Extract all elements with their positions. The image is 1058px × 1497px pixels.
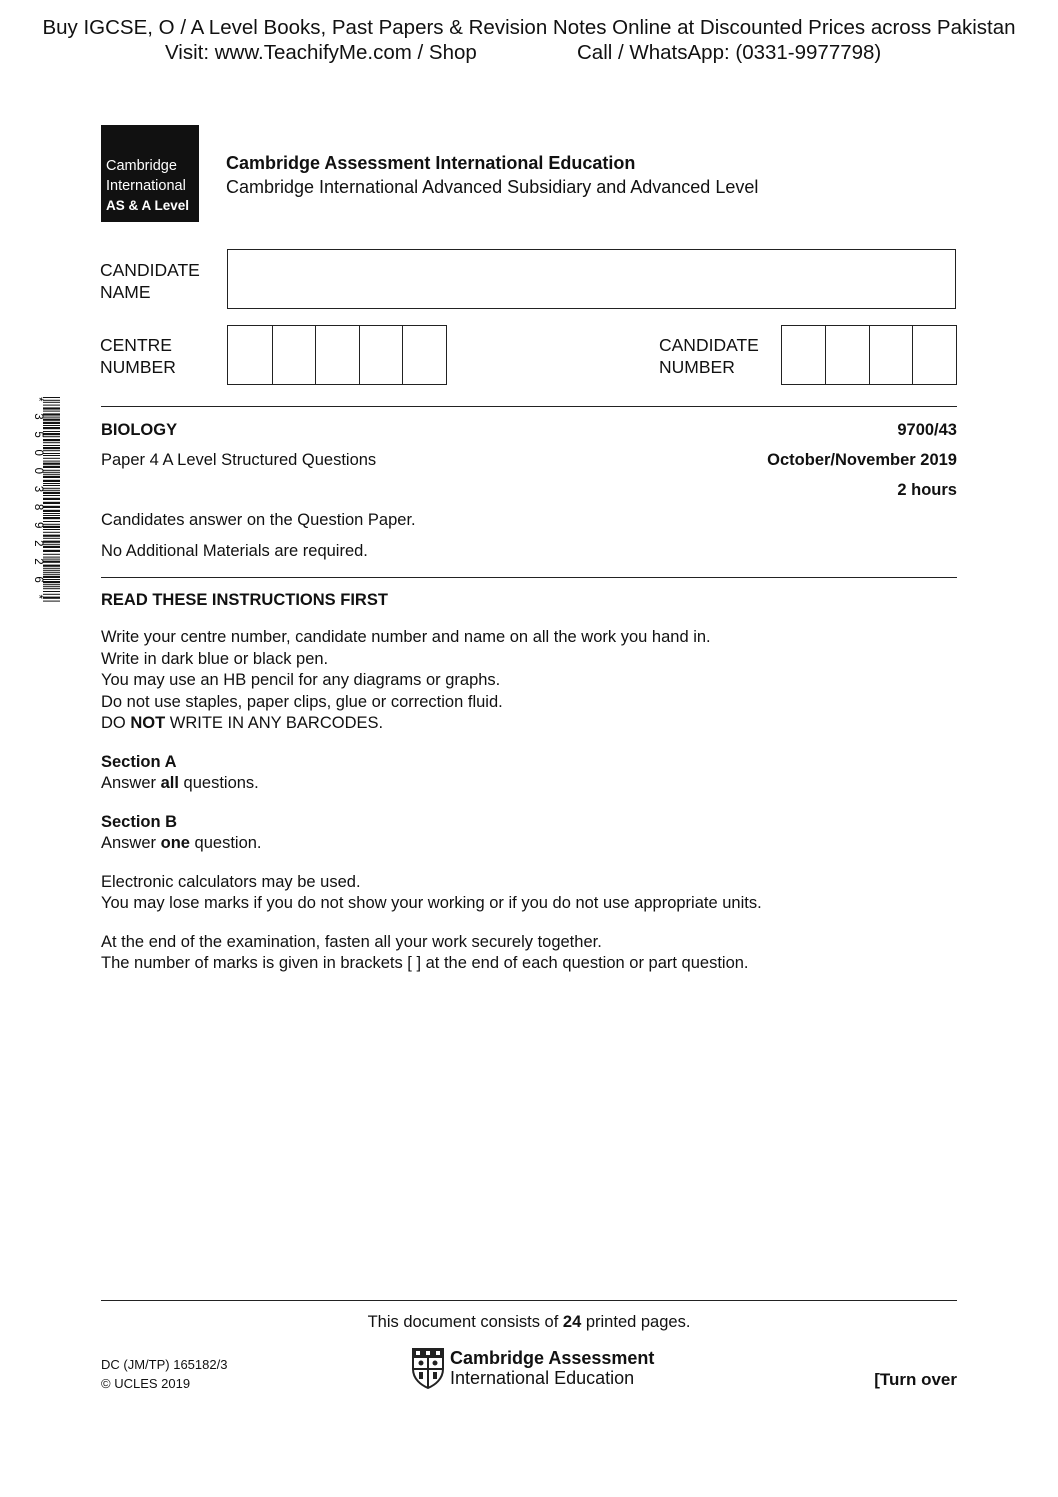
candidate-name-field[interactable] <box>227 249 956 309</box>
barcode-bar <box>43 546 60 548</box>
candidate-name-label: CANDIDATE NAME <box>100 260 200 302</box>
footer-reference <box>101 1355 227 1393</box>
barcode-bar <box>43 559 60 560</box>
logo-line-3: AS & A Level <box>106 198 190 213</box>
section-b-note: Answer one question. <box>101 834 262 852</box>
barcode <box>30 397 60 602</box>
barcode-bar <box>43 535 60 537</box>
barcode-bar <box>43 417 60 418</box>
candidate-number-cell[interactable] <box>782 326 825 384</box>
barcode-bar <box>43 521 60 522</box>
exam-session: October/November 2019 <box>767 451 957 469</box>
barcode-bar <box>43 561 60 563</box>
barcode-bar <box>43 419 60 421</box>
brand-wordmark: Cambridge Assessment International Education <box>450 1348 655 1388</box>
answer-note: Candidates answer on the Question Paper. <box>101 511 416 529</box>
crest-icon <box>411 1347 445 1389</box>
candidate-number-label: CANDIDATE NUMBER <box>659 335 759 377</box>
barcode-bar <box>43 458 60 459</box>
barcode-bar <box>43 565 60 567</box>
barcode-bar <box>43 439 60 441</box>
barcode-bar <box>43 405 60 406</box>
barcode-bar <box>43 515 60 516</box>
divider <box>101 1300 957 1301</box>
units-note: You may lose marks if you do not show your working or if you do not use appropriate units. <box>101 894 762 912</box>
barcode-bar <box>43 407 60 409</box>
barcode-bar <box>43 425 60 426</box>
instructions <box>101 627 961 975</box>
barcode-bar <box>43 498 60 500</box>
subject: BIOLOGY <box>101 421 178 439</box>
barcode-bar <box>43 483 60 484</box>
barcode-bar <box>43 538 60 539</box>
header-org: Cambridge Assessment International Education <box>226 153 636 173</box>
barcode-bar <box>43 485 60 486</box>
paper-title: Paper 4 A Level Structured Questions <box>101 451 377 469</box>
barcode-bar <box>43 422 60 424</box>
barcode-bar <box>43 476 60 478</box>
barcode-bars <box>43 397 60 602</box>
barcode-bar <box>43 557 60 558</box>
barcode-bar <box>43 402 60 403</box>
centre-number-cell[interactable] <box>315 326 359 384</box>
promo-banner-line: Buy IGCSE, O / A Level Books, Past Papers & Revision Notes Online at Discounted Prices across Pakistan <box>42 16 1016 39</box>
section-b-heading: Section B <box>101 812 178 831</box>
barcode-bar <box>43 466 60 468</box>
logo-line-1: Cambridge <box>106 158 177 174</box>
calculator-note: Electronic calculators may be used. <box>101 872 361 891</box>
barcode-bar <box>43 474 60 475</box>
section-a-heading: Section A <box>101 752 177 771</box>
centre-number-field[interactable] <box>227 325 447 385</box>
barcode-bar <box>43 524 60 525</box>
materials-note: No Additional Materials are required. <box>101 542 368 560</box>
barcode-bar <box>43 576 60 578</box>
barcode-bar <box>43 579 60 580</box>
fasten-note: At the end of the examination, fasten all your work securely together. <box>101 932 602 951</box>
document-ref: DC (JM/TP) 165182/3 <box>101 1357 228 1372</box>
barcode-bar <box>43 433 60 435</box>
barcode-bar <box>43 447 60 449</box>
copyright: © UCLES 2019 <box>101 1376 191 1391</box>
barcode-bar <box>43 550 60 552</box>
instruction-line: Write your centre number, candidate number and name on all the work you hand in. <box>101 628 711 646</box>
duration: 2 hours <box>897 481 957 499</box>
barcode-bar <box>43 480 60 482</box>
barcode-bar <box>43 413 60 415</box>
turn-over: [Turn over <box>874 1370 957 1389</box>
instruction-line: You may use an HB pencil for any diagrams or graphs. <box>101 671 501 689</box>
instructions-heading: READ THESE INSTRUCTIONS FIRST <box>101 591 388 609</box>
centre-number-cell[interactable] <box>272 326 316 384</box>
barcode-bar <box>43 445 60 446</box>
barcode-bar <box>43 510 60 512</box>
barcode-bar <box>43 517 60 519</box>
divider <box>101 577 957 578</box>
candidate-number-field[interactable] <box>781 325 957 385</box>
barcode-bar <box>43 532 60 533</box>
logo-line-2: International <box>106 177 186 194</box>
barcode-bar <box>43 572 60 573</box>
page-count-note: This document consists of 24 printed pages. <box>367 1313 691 1331</box>
barcode-bar <box>43 529 60 530</box>
cambridge-logo <box>101 125 199 222</box>
barcode-bar <box>43 453 60 454</box>
barcode-bar <box>43 427 60 429</box>
barcode-bar <box>43 463 60 465</box>
barcode-bar <box>43 400 60 401</box>
barcode-bar <box>43 544 60 545</box>
instruction-line: Write in dark blue or black pen. <box>101 649 329 668</box>
centre-number-cell[interactable] <box>359 326 403 384</box>
barcode-bar <box>43 502 60 504</box>
barcode-bar <box>43 461 60 462</box>
barcode-bar <box>43 568 60 569</box>
barcode-bar <box>43 581 60 583</box>
barcode-bar <box>43 411 60 412</box>
divider <box>101 406 957 407</box>
header-qualification: Cambridge International Advanced Subsidiary and Advanced Level <box>226 177 759 197</box>
centre-number-cell[interactable] <box>402 326 446 384</box>
instruction-line: Do not use staples, paper clips, glue or correction fluid. <box>101 692 503 711</box>
candidate-number-cell[interactable] <box>869 326 913 384</box>
candidate-number-cell[interactable] <box>825 326 869 384</box>
barcode-bar <box>43 554 60 555</box>
barcode-bar <box>43 450 60 451</box>
barcode-bar <box>43 594 60 595</box>
candidate-number-cell[interactable] <box>912 326 956 384</box>
barcode-bar <box>43 588 60 589</box>
barcode-bar <box>43 570 60 571</box>
barcode-bar <box>43 574 60 575</box>
barcode-bar <box>43 442 60 443</box>
barcode-bar <box>43 455 60 456</box>
promo-call: Call / WhatsApp: (0331-9977798) <box>577 41 882 64</box>
barcode-bar <box>43 541 60 543</box>
barcode-bar <box>43 506 60 508</box>
barcode-bar <box>43 601 60 602</box>
barcode-bar <box>43 492 60 494</box>
barcode-bar <box>43 431 60 432</box>
barcode-bar <box>43 472 60 473</box>
marks-note: The number of marks is given in brackets [ ] at the end of each question or part question. <box>101 954 749 972</box>
barcode-bar <box>43 586 60 587</box>
barcode-bar <box>43 488 60 489</box>
instruction-line: DO NOT WRITE IN ANY BARCODES. <box>101 714 384 732</box>
barcode-bar <box>43 513 60 514</box>
barcode-bar <box>43 526 60 528</box>
barcode-bar <box>43 584 60 585</box>
barcode-bar <box>43 470 60 471</box>
barcode-bar <box>43 591 60 592</box>
centre-number-label: CENTRE NUMBER <box>100 335 176 377</box>
section-a-note: Answer all questions. <box>101 774 259 792</box>
barcode-bar <box>43 490 60 491</box>
barcode-bar <box>43 597 60 599</box>
paper-code: 9700/43 <box>897 421 957 439</box>
barcode-bar <box>43 495 60 496</box>
barcode-bar <box>43 397 60 398</box>
barcode-bar <box>43 436 60 437</box>
promo-visit: Visit: www.TeachifyMe.com / Shop <box>165 41 477 64</box>
barcode-text: *3500389226* <box>32 397 44 599</box>
centre-number-cell[interactable] <box>228 326 272 384</box>
